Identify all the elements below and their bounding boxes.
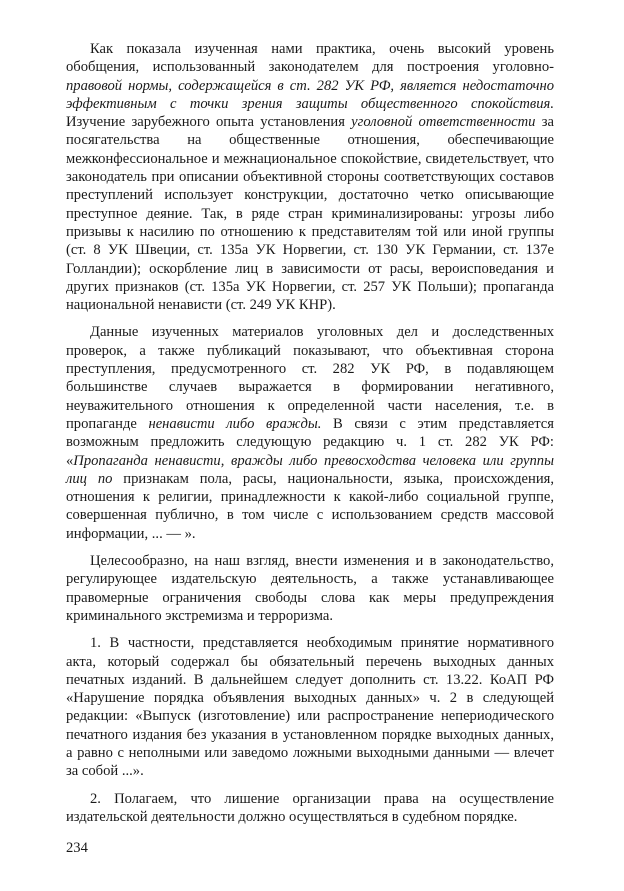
- body-text: [66, 40, 554, 835]
- italic-run: уголовной ответственности: [351, 114, 536, 131]
- italic-run: Пропаганда ненависти, вражды либо превосходства человека или группы лиц по: [66, 452, 554, 487]
- italic-run: правовой нормы, содержащейся в ст. 282 УК РФ, является недостаточно эффективным с точки зрения защиты общественного спокойствия.: [66, 77, 554, 112]
- page-number: 234: [66, 840, 88, 856]
- text-run: Данные изученных материалов уголовных дел и доследственных проверок, а также публикаций показывают, что объективная сторона преступления, предусмотренного ст. 282 УК РФ, в подавляющем большинстве случаев выражается в формировании негативного, неуважительного отношения к определенной части населения, т.е. в пропаганде: [66, 324, 554, 432]
- text-run: 2. Полагаем, что лишение организации права на осуществление издательской деятельности должно осуществляться в судебном порядке.: [66, 790, 554, 825]
- text-run: за посягательства на общественные отношения, обеспечивающие межконфессиональное и межнациональное спокойствие, свидетельствует, что законодатель при описании объективной стороны соответствующих составов преступлений использует конструкции, достаточно четко описывающие преступное деяние. Так, в ряде стран криминализированы: угрозы либо призывы к насилию по отношению к представителям той или иной группы (ст. 8 УК Швеции, ст. 135а УК Норвегии, ст. 130 УК Германии, ст. 137е Голландии); оскорбление лиц в зависимости от расы, вероисповедания и других признаков (ст. 135а УК Норвегии, ст. 257 УК Польши); пропаганда национальной ненависти (ст. 249 УК КНР).: [66, 114, 554, 314]
- text-run: В связи с этим представляется возможным предложить следующую редакцию ч. 1 ст. 282 УК РФ: «: [66, 415, 554, 469]
- paragraph: [66, 790, 554, 827]
- paragraph: [66, 323, 554, 543]
- text-run: Как показала изученная нами практика, очень высокий уровень обобщения, использованный законодателем для построения уголовно-: [66, 41, 554, 76]
- text-run: признакам пола, расы, национальности, языка, происхождения, отношения к религии, принадлежности к какой-либо социальной группе, совершенная публично, в том числе с использованием средств массовой информации, ... — ».: [66, 470, 555, 542]
- text-run: Целесообразно, на наш взгляд, внести изменения и в законодательство, регулирующее издательскую деятельность, а также устанавливающее правомерные ограничения свободы слова как меры предупреждения криминального экстремизма и терроризма.: [66, 553, 554, 624]
- text-run: 1. В частности, представляется необходимым принятие нормативного акта, который содержал бы обязательный перечень выходных данных печатных изданий. В дальнейшем следует дополнить ст. 13.22. КоАП РФ «Нарушение порядка объявления выходных данных» ч. 2 в следующей редакции: «Выпуск (изготовление) или распространение непериодического печатного издания без указания в установленном порядке выходных данных, а равно с неполными или заведомо ложными выходными данными — влечет за собой ...».: [66, 635, 554, 780]
- italic-run: ненависти либо вражды.: [148, 415, 322, 432]
- text-run: Изучение зарубежного опыта установления: [66, 114, 352, 131]
- paragraph: [66, 634, 554, 780]
- paragraph: [66, 552, 554, 625]
- paragraph: [66, 40, 554, 314]
